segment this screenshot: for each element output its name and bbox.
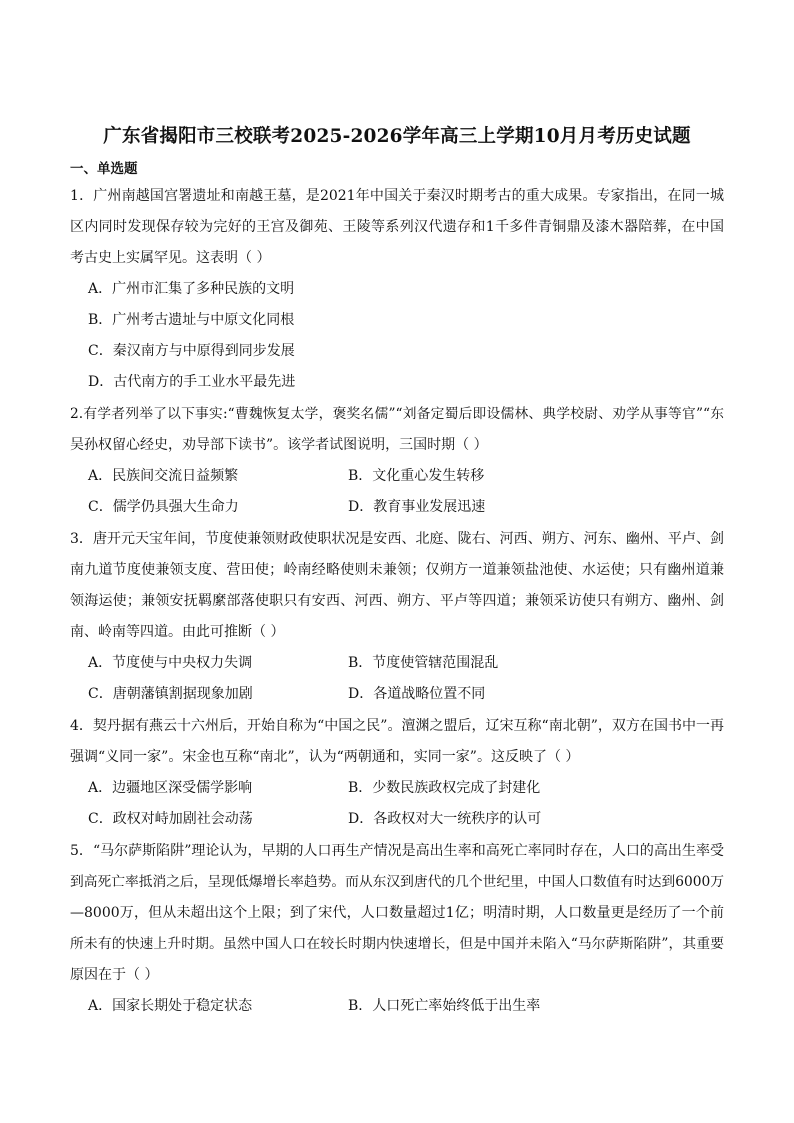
question-5-option-b: B．人口死亡率始终低于出生率 bbox=[348, 998, 541, 1014]
question-1-option-a: A．广州市汇集了多种民族的文明 bbox=[88, 281, 295, 297]
question-2-stem-line: 2.有学者列举了以下事实:“曹魏恢复太学，褒奖名儒”“刘备定蜀后即设儒林、典学校尉、劝学从事等官”“东 bbox=[70, 406, 724, 422]
question-3-option-c: C．唐朝藩镇割据现象加剧 bbox=[88, 686, 253, 702]
question-4-option-a: A．边疆地区深受儒学影响 bbox=[88, 780, 253, 796]
question-4-stem-line: 强调“义同一家”。宋金也互称“南北”，认为“两朝通和，实同一家”。这反映了（ ） bbox=[70, 749, 580, 765]
question-3-option-d: D．各道战略位置不同 bbox=[348, 686, 486, 702]
question-1-option-c: C．秦汉南方与中原得到同步发展 bbox=[88, 343, 295, 359]
question-2-option-a: A．民族间交流日益频繁 bbox=[88, 468, 239, 484]
question-5-option-a: A．国家长期处于稳定状态 bbox=[88, 998, 253, 1014]
question-4-option-c: C．政权对峙加剧社会动荡 bbox=[88, 811, 253, 827]
question-2-option-b: B．文化重心发生转移 bbox=[348, 468, 485, 484]
question-2-option-c: C．儒学仍具强大生命力 bbox=[88, 499, 239, 515]
question-5-stem-line: 5．“马尔萨斯陷阱”理论认为，早期的人口再生产情况是高出生率和高死亡率同时存在，人口的高出生率受 bbox=[70, 843, 724, 859]
question-4-stem-line: 4．契丹据有燕云十六州后，开始自称为“中国之民”。澶渊之盟后，辽宋互称“南北朝”，双方在国书中一再 bbox=[70, 718, 724, 734]
question-2-option-d: D．教育事业发展迅速 bbox=[348, 499, 486, 515]
question-3-stem-line: 3．唐开元天宝年间，节度使兼领财政使职状况是安西、北庭、陇右、河西、朔方、河东、幽州、平卢、剑 bbox=[70, 531, 724, 547]
question-5-stem-line: —8000万，但从未超出这个上限；到了宋代，人口数量超过1亿；明清时期，人口数量更是经历了一个前 bbox=[70, 905, 724, 921]
question-4-option-b: B．少数民族政权完成了封建化 bbox=[348, 780, 541, 796]
question-5-stem-line: 原因在于（ ） bbox=[70, 967, 159, 983]
question-1-stem-line: 区内同时发现保存较为完好的王宫及御苑、王陵等系列汉代遗存和1千多件青铜鼎及漆木器陪葬，在中国 bbox=[70, 219, 724, 235]
question-3-option-a: A．节度使与中央权力失调 bbox=[88, 655, 253, 671]
question-4-option-d: D．各政权对大一统秩序的认可 bbox=[348, 811, 542, 827]
question-5-stem-line: 所未有的快速上升时期。虽然中国人口在较长时期内快速增长，但是中国并未陷入“马尔萨斯陷阱”，其重要 bbox=[70, 936, 724, 952]
question-2-stem-line: 吴孙权留心经史，劝导部下读书”。该学者试图说明，三国时期（ ） bbox=[70, 437, 488, 453]
question-3-option-b: B．节度使管辖范围混乱 bbox=[348, 655, 499, 671]
question-3-stem-line: 南、岭南等四道。由此可推断（ ） bbox=[70, 624, 285, 640]
section-heading: 一、单选题 bbox=[70, 161, 138, 177]
question-5-stem-line: 到高死亡率抵消之后，呈现低爆增长率趋势。而从东汉到唐代的几个世纪里，中国人口数值有时达到6000万 bbox=[70, 874, 724, 890]
question-1-stem-line: 考古史上实属罕见。这表明（ ） bbox=[70, 250, 271, 266]
question-3-stem-line: 南九道节度使兼领支度、营田使；岭南经略使则未兼领；仅朔方一道兼领盐池使、水运使；只有幽州道兼 bbox=[70, 562, 724, 578]
question-3-stem-line: 领海运使；兼领安抚羁縻部落使职只有安西、河西、朔方、平卢等四道；兼领采访使只有朔方、幽州、剑 bbox=[70, 593, 724, 609]
question-1-stem-line: 1．广州南越国宫署遗址和南越王墓，是2021年中国关于秦汉时期考古的重大成果。专家指出，在同一城 bbox=[70, 188, 724, 204]
question-1-option-b: B．广州考古遗址与中原文化同根 bbox=[88, 312, 295, 328]
question-1-option-d: D．古代南方的手工业水平最先进 bbox=[88, 374, 296, 390]
document-title: 广东省揭阳市三校联考2025-2026学年高三上学期10月月考历史试题 bbox=[103, 126, 691, 147]
